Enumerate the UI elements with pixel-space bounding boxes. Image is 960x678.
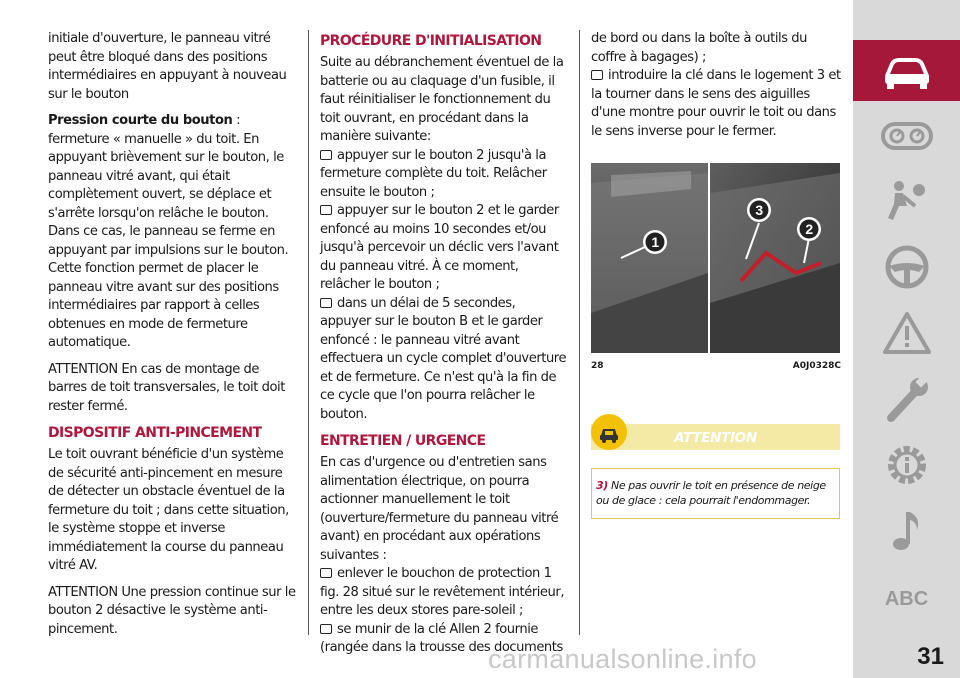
paragraph-text: : fermeture « manuelle » du toit. En appuyant brièvement sur le bouton, le panneau vitré avant, qui était complètement ouvert, se déplace et s'arrête lorsqu'on relâche le bouton. Dans ce cas, le panneau se ferme en appuyant par impulsions sur le bouton. Cette fonction permet de placer le panneau vitre avant sur des positions intermédiaires par rapport à celles obtenues en mode de fermeture automatique. xyxy=(48,113,289,350)
wrench-icon[interactable] xyxy=(879,374,935,424)
list-item-text: se munir de la clé Allen 2 fournie (rangée dans la trousse des documents xyxy=(320,621,563,655)
list-item-text: dans un délai de 5 secondes, appuyer sur le bouton B et le garder enfoncé : le panneau vitré avant effectuera un cycle complet d'ouverture et de fermeture. Ce n'est qu'à la fin de ce cycle que l'on pourra relâcher le bouton. xyxy=(320,295,567,422)
paragraph: ATTENTION Une pression continue sur le bouton 2 désactive le système anti-pincement. xyxy=(48,584,296,637)
chapter-sidebar xyxy=(853,0,960,678)
checkbox-bullet-icon xyxy=(320,150,332,160)
gear-info-icon[interactable] xyxy=(879,440,935,490)
column-divider xyxy=(579,30,580,635)
list-item-text: enlever le bouchon de protection 1 fig. 28 situé sur le revêtement intérieur, entre les deux stores pare-soleil ; xyxy=(320,566,565,618)
page-number: 31 xyxy=(917,643,944,670)
section-heading-init: PROCÉDURE D'INITIALISATION xyxy=(320,33,542,49)
airbag-icon[interactable] xyxy=(879,176,935,226)
warning-triangle-icon[interactable] xyxy=(879,308,935,358)
paragraph: En cas d'urgence ou d'entretien sans alimentation électrique, on pourra actionner manuellement le toit (ouverture/fermeture du panneau vitré avant) en procédant aux opérations suivantes : xyxy=(320,455,559,563)
list-item-text: appuyer sur le bouton 2 et le garder enfoncé au moins 10 secondes et/ou jusqu'à percevoir un déclic vers l'avant du panneau vitré. À ce moment, relâcher le bouton ; xyxy=(320,203,559,292)
checkbox-bullet-icon xyxy=(591,70,603,80)
steering-wheel-icon[interactable] xyxy=(879,242,935,292)
callout-3: 3 xyxy=(755,202,763,218)
warning-box xyxy=(591,468,840,519)
warning-text: Ne pas ouvrir le toit en présence de neige ou de glace : cela pourrait l'endommager. xyxy=(596,478,826,507)
paragraph xyxy=(48,112,300,353)
paragraph: Le toit ouvrant bénéficie d'un système de sécurité anti-pincement en mesure de détecter un obstacle éventuel de la fermeture du toit ; dans cette situation, le système stoppe et inverse immédiatement la course du panneau vitré AV. xyxy=(48,447,289,573)
text-column-2 xyxy=(320,30,570,658)
paragraph: initiale d'ouverture, le panneau vitré peut être bloqué dans des positions intermédiaires en appuyant à nouveau sur le bouton xyxy=(48,31,287,102)
music-note-icon[interactable] xyxy=(879,506,935,556)
list-item xyxy=(320,295,570,425)
list-item xyxy=(320,565,570,621)
section-heading-maintenance: ENTRETIEN / URGENCE xyxy=(320,433,486,449)
list-item-text: appuyer sur le bouton 2 jusqu'à la fermeture complète du toit. Relâcher ensuite le bouton ; xyxy=(320,147,547,200)
figure-28-photo xyxy=(591,163,840,353)
figure-number: 28 xyxy=(591,361,604,371)
callout-1: 1 xyxy=(651,234,659,250)
list-item xyxy=(320,147,570,203)
figure-caption xyxy=(591,357,841,376)
sunroof-photo-illustration xyxy=(591,163,840,353)
section-heading-antipinch: DISPOSITIF ANTI-PINCEMENT xyxy=(48,425,262,441)
checkbox-bullet-icon xyxy=(320,298,332,308)
warning-title: ATTENTION xyxy=(674,429,757,446)
checkbox-bullet-icon xyxy=(320,205,332,215)
dashboard-icon[interactable] xyxy=(879,110,935,160)
bold-term: Pression courte du bouton xyxy=(48,113,233,128)
callout-2: 2 xyxy=(805,221,813,237)
paragraph: ATTENTION En cas de montage de barres de toit transversales, le toit doit rester fermé. xyxy=(48,361,285,414)
checkbox-bullet-icon xyxy=(320,624,332,634)
checkbox-bullet-icon xyxy=(320,568,332,578)
car-icon[interactable] xyxy=(879,46,935,96)
sidebar-item-abc[interactable]: ABC xyxy=(884,588,929,610)
list-item-text: introduire la clé dans le logement 3 et la tourner dans le sens des aiguilles d'une montre pour ouvrir le toit ou dans le sens inverse pour le fermer. xyxy=(591,68,841,139)
text-column-3 xyxy=(591,30,841,519)
watermark: carmanualsonline.info xyxy=(488,644,757,674)
warning-header xyxy=(591,424,840,450)
warning-number: 3) xyxy=(596,478,608,492)
paragraph: de bord ou dans la boîte à outils du coffre à bagages) ; xyxy=(591,31,808,65)
text-column-1 xyxy=(48,30,300,647)
figure-code: A0J0328C xyxy=(792,361,841,371)
paragraph: Suite au débranchement éventuel de la batterie ou au claquage d'un fusible, il faut réinitialiser le fonctionnement du toit ouvrant, en procédant dans la manière suivante: xyxy=(320,55,564,144)
list-item xyxy=(591,67,841,141)
column-divider xyxy=(308,30,309,635)
list-item xyxy=(320,202,570,295)
